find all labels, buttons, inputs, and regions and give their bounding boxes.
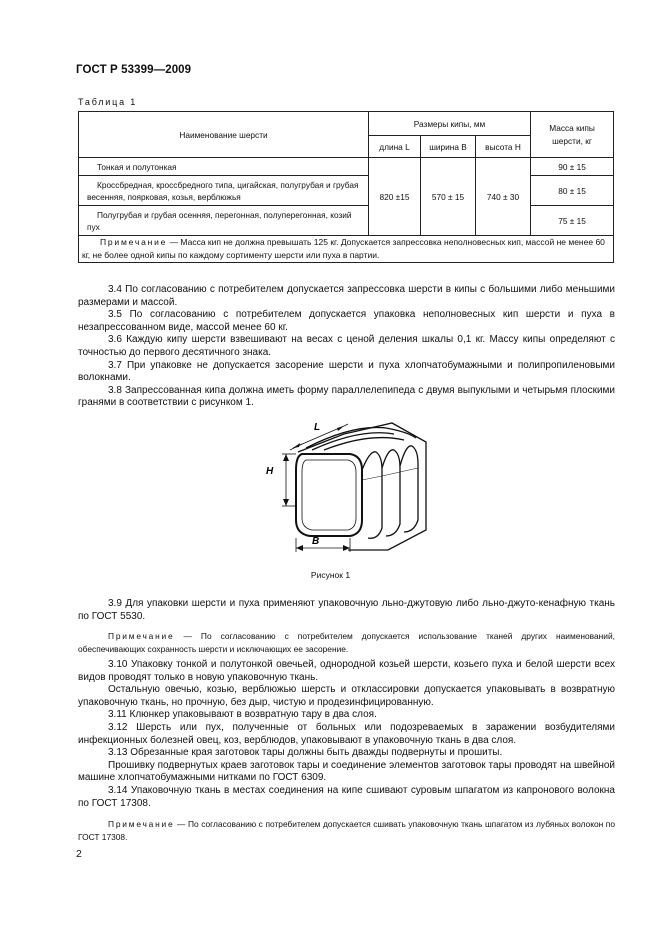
bale-sizes-table — [78, 111, 614, 263]
paragraph-3-12: 3.12 Шерсть или пух, полученные от больных или подозреваемых в заражении возбудителями инфекционных болезней овец, коз, верблюдов, упаковывают в упаковочную ткань в два слоя. — [78, 721, 615, 746]
height-value-cell: 740 ± 30 — [476, 158, 531, 236]
paragraph-3-5: 3.5 По согласованию с потребителем допускается упаковка неполновесных кип шерсти и пуха в незапрессованном виде, массой менее 60 кг. — [78, 309, 615, 333]
paragraph-3-4: 3.4 По согласованию с потребителем допускается запрессовка шерсти в кипы с большими либо меньшими размерами и массой. — [78, 284, 615, 308]
row-name-cell: Тонкая и полутонкая — [79, 158, 369, 176]
row-mass-cell: 90 ± 15 — [531, 158, 614, 176]
table-note-label: Примечание — [100, 237, 168, 247]
paragraph-3-9: 3.9 Для упаковки шерсти и пуха применяют упаковочную льно-джутовую либо льно-джуто-кенафную ткань по ГОСТ 5530. — [78, 598, 615, 622]
note-2-text: — По согласованию с потребителем допускается использование тканей других наименований, обеспечивающих сохранность шерсти и исключающих ее засорение. — [78, 631, 615, 654]
figure-caption: Рисунок 1 — [310, 570, 351, 580]
paragraph-3-10b: Остальную овечью, козью, верблюжью шерсть и отклассировки допускается упаковывать в возвратную упаковочную ткань, но прочную, без дыр, чистую и продезинфицированную. — [78, 684, 615, 708]
note-3-label: Примечание — [108, 819, 175, 829]
paragraph-3-11: 3.11 Клюнкер упаковывают в возвратную тару в два слоя. — [108, 709, 377, 721]
paragraph-3-7: 3.7 При упаковке не допускается засорение шерсти и пуха хлопчатобумажными и полипропиленовыми волокнами. — [78, 359, 615, 384]
note-2 — [78, 630, 615, 656]
paragraph-3-13: 3.13 Обрезанные края заготовок тары должны быть дважды подвернуты и прошиты. — [108, 747, 503, 759]
header-mass-cell: Масса кипы шерсти, кг — [531, 112, 614, 158]
note-3-text: — По согласованию с потребителем допускается сшивать упаковочную ткань шпагатом из лубяных волокон по ГОСТ 17308. — [78, 819, 615, 842]
header-length-cell: длина L — [369, 136, 421, 158]
paragraph-3-14: 3.14 Упаковочную ткань в местах соединения на кипе сшивают суровым шпагатом из капронового волокна по ГОСТ 17308. — [78, 784, 615, 809]
paragraph-3-13b: Прошивку подвернутых краев заготовок тары и соединение элементов заготовок тары проводят на швейной машине хлопчатобумажными нитками по ГОСТ 6309. — [78, 759, 615, 784]
dimension-label-l: L — [314, 422, 321, 433]
row-name-cell: Полугрубая и грубая осенняя, перегонная, полуперегонная, козий пух — [79, 206, 369, 236]
paragraph-3-10: 3.10 Упаковку тонкой и полутонкой овечьей, однородной козьей шерсти, козьего пуха и белой шерсти всех видов проводят только в новую упаковочную ткань. — [78, 659, 615, 683]
paragraphs-bottom — [78, 659, 615, 810]
paragraph-3-8: 3.8 Запрессованная кипа должна иметь форму параллелепипеда с двумя выпуклыми и четырьмя плоскими гранями в соответствии с рисунком 1. — [78, 384, 615, 409]
row-name-cell: Кроссбредная, кроссбредного типа, цигайская, полугрубая и грубая весенняя, поярковая, козья, верблюжья — [79, 176, 369, 206]
paragraph-3-6: 3.6 Каждую кипу шерсти взвешивают на весах с ценой деления шкалы 0,1 кг. Массу кипы определяют с точностью до первого десятичного знака. — [78, 334, 615, 358]
header-width-cell: ширина B — [421, 136, 476, 158]
length-value-cell: 820 ±15 — [369, 158, 421, 236]
table-label: Таблица 1 — [78, 97, 137, 107]
header-height-cell: высота H — [476, 136, 531, 158]
dimension-label-b: B — [312, 536, 320, 547]
dimension-label-h: H — [266, 466, 274, 477]
bale-figure — [258, 410, 438, 560]
page-number: 2 — [76, 848, 82, 860]
table-note-text: — Масса кип не должна превышать 125 кг. Допускается запрессовка неполновесных кип, массой не менее 60 кг, не более одной кипы по каждому сортименту шерсти или пуха в партии. — [82, 237, 605, 260]
table-note — [79, 236, 614, 263]
header-sizes-cell: Размеры кипы, мм — [369, 112, 531, 136]
paragraphs-top — [78, 284, 615, 410]
row-mass-cell: 80 ± 15 — [531, 176, 614, 206]
note-2-label: Примечание — [108, 631, 175, 641]
width-value-cell: 570 ± 15 — [421, 158, 476, 236]
paragraph-3-9-block — [78, 598, 615, 623]
row-mass-cell: 75 ± 15 — [531, 206, 614, 236]
header-name-cell: Наименование шерсти — [79, 112, 369, 158]
note-3 — [78, 818, 615, 844]
document-header: ГОСТ Р 53399—2009 — [76, 64, 192, 76]
